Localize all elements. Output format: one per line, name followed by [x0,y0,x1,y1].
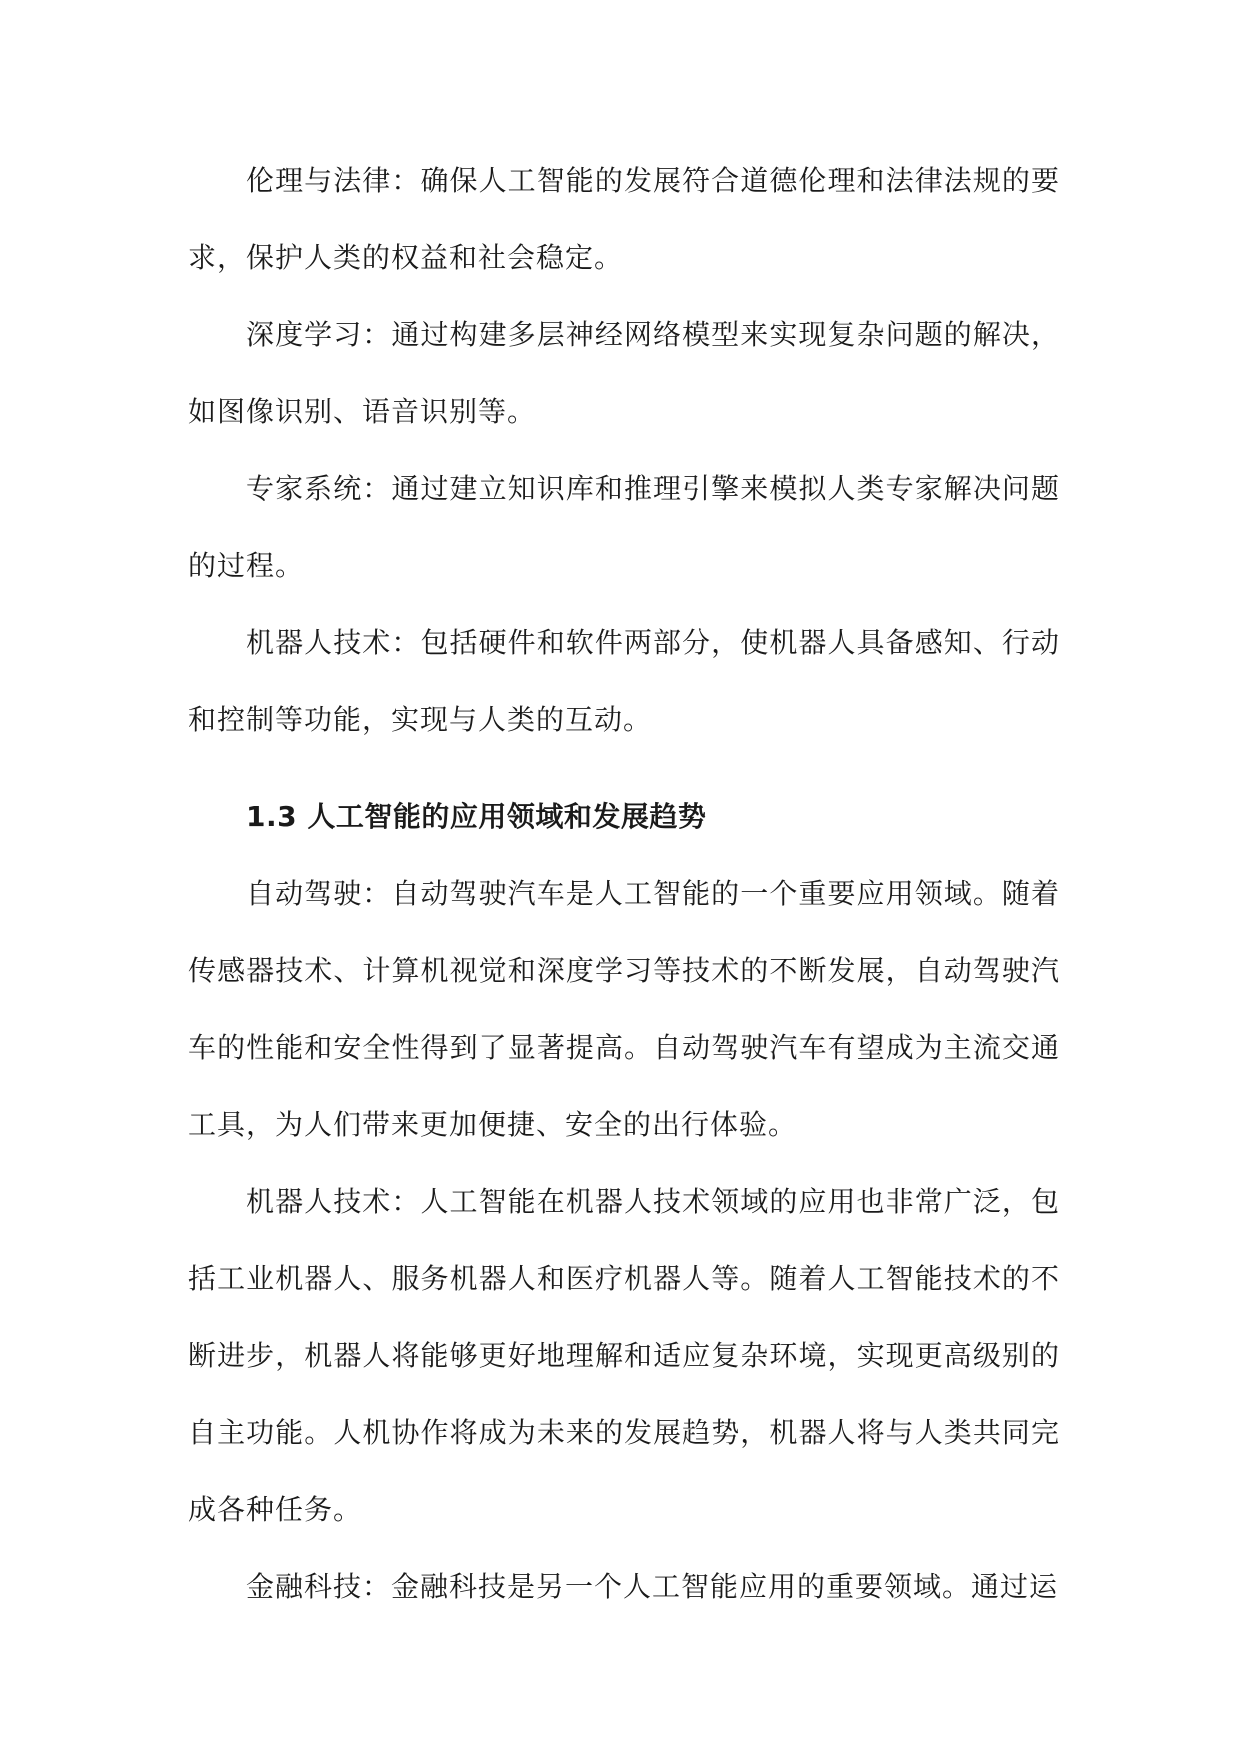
paragraph-expert-system: 专家系统：通过建立知识库和推理引擎来模拟人类专家解决问题的过程。 [188,472,1060,582]
section-heading: 1.3 人工智能的应用领域和发展趋势 [246,800,707,833]
paragraph-robotics-application: 机器人技术：人工智能在机器人技术领域的应用也非常广泛，包括工业机器人、服务机器人和医疗机器人等。随着人工智能技术的不断进步，机器人将能够更好地理解和适应复杂环境，实现更高级别的自主功能。人机协作将成为未来的发展趋势，机器人将与人类共同完成各种任务。 [188,1185,1060,1526]
paragraph-ethics-law: 伦理与法律：确保人工智能的发展符合道德伦理和法律法规的要求，保护人类的权益和社会稳定。 [188,164,1060,274]
document-body [188,142,1060,1625]
paragraph-robotics-basic: 机器人技术：包括硬件和软件两部分，使机器人具备感知、行动和控制等功能，实现与人类的互动。 [188,626,1060,736]
paragraph-fintech: 金融科技：金融科技是另一个人工智能应用的重要领域。通过运 [246,1570,1059,1603]
paragraph-autonomous-driving: 自动驾驶：自动驾驶汽车是人工智能的一个重要应用领域。随着传感器技术、计算机视觉和深度学习等技术的不断发展，自动驾驶汽车的性能和安全性得到了显著提高。自动驾驶汽车有望成为主流交通工具，为人们带来更加便捷、安全的出行体验。 [188,877,1060,1141]
paragraph-deep-learning: 深度学习：通过构建多层神经网络模型来实现复杂问题的解决，如图像识别、语音识别等。 [188,318,1060,428]
